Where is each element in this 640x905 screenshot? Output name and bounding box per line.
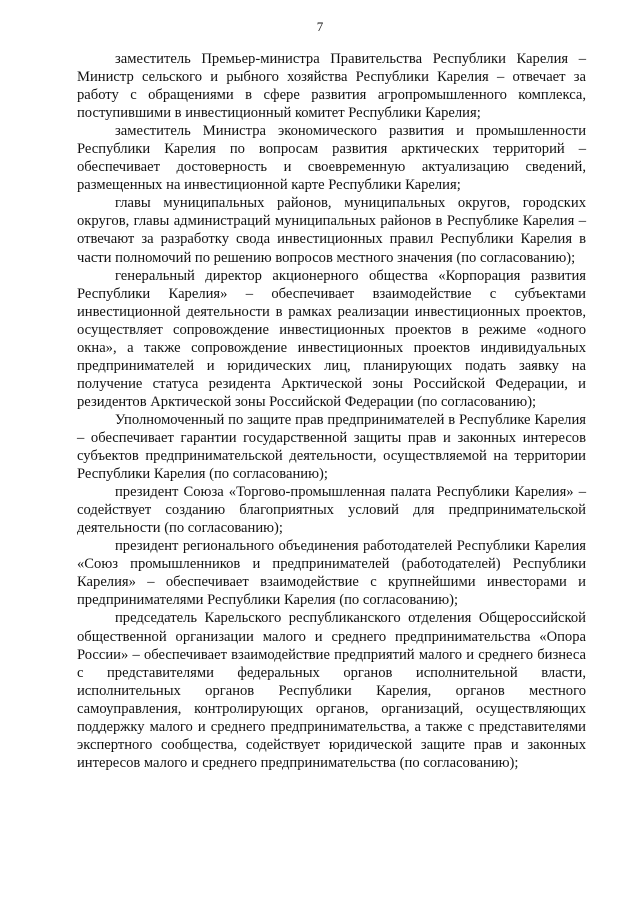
paragraph-chamber-of-commerce: президент Союза «Торгово-промышленная палата Республики Карелия» – содействует созданию благоприятных условий для предпринимательской деятельности (по согласованию); [77, 484, 586, 537]
page-number: 7 [316, 19, 324, 34]
paragraph-opora-russia: председатель Карельского республиканского отделения Общероссийской общественной организации малого и среднего предпринимательства «Опора России» – обеспечивает взаимодействие предприятий малого и среднего бизнеса с представителями федеральных органов исполнительной власти, исполнительных органов Республики Карелия, органов местного самоуправления, контролирующих органов, организаций, осуществляющих поддержку малого и среднего предпринимательства, а также с представителями экспертного сообщества, содействует юридической защите прав и законных интересов малого и среднего предпринимательства (по согласованию); [77, 610, 586, 771]
paragraph-employers-union: президент регионального объединения работодателей Республики Карелия «Союз промышленников и предпринимателей (работодателей) Республики Карелия» – обеспечивает взаимодействие с крупнейшими инвесторами и предпринимателями Республики Карелия (по согласованию); [77, 538, 586, 609]
paragraph-agriculture-minister: заместитель Премьер-министра Правительства Республики Карелия – Министр сельского и рыбного хозяйства Республики Карелия – отвечает за работу с обращениями в сфере развития агропромышленного комплекса, поступившими в инвестиционный комитет Республики Карелия; [77, 51, 586, 122]
paragraph-municipal-heads: главы муниципальных районов, муниципальных округов, городских округов, главы администраций муниципальных районов в Республике Карелия – отвечают за разработку свода инвестиционных правил Республики Карелия в части полномочий по решению вопросов местного значения (по согласованию); [77, 195, 586, 266]
paragraph-development-corporation: генеральный директор акционерного общества «Корпорация развития Республики Карелия» – обеспечивает взаимодействие с субъектами инвестиционной деятельности в рамках реализации инвестиционных проектов, осуществляет сопровождение инвестиционных проектов в режиме «одного окна», а также сопровождение инвестиционных проектов индивидуальных предпринимателей и юридических лиц, планирующих подать заявку на получение статуса резидента Арктической зоны Российской Федерации, и резидентов Арктической зоны Российской Федерации (по согласованию); [77, 267, 586, 410]
document-body [77, 50, 586, 772]
paragraph-business-ombudsman: Уполномоченный по защите прав предпринимателей в Республике Карелия – обеспечивает гарантии государственной защиты прав и законных интересов субъектов предпринимательской деятельности, осуществляемой на территории Республики Карелия (по согласованию); [77, 411, 586, 483]
paragraph-economy-deputy-minister: заместитель Министра экономического развития и промышленности Республики Карелия по вопросам развития арктических территорий – обеспечивает достоверность и своевременную актуализацию сведений, размещенных на инвестиционной карте Республики Карелия; [77, 123, 586, 194]
